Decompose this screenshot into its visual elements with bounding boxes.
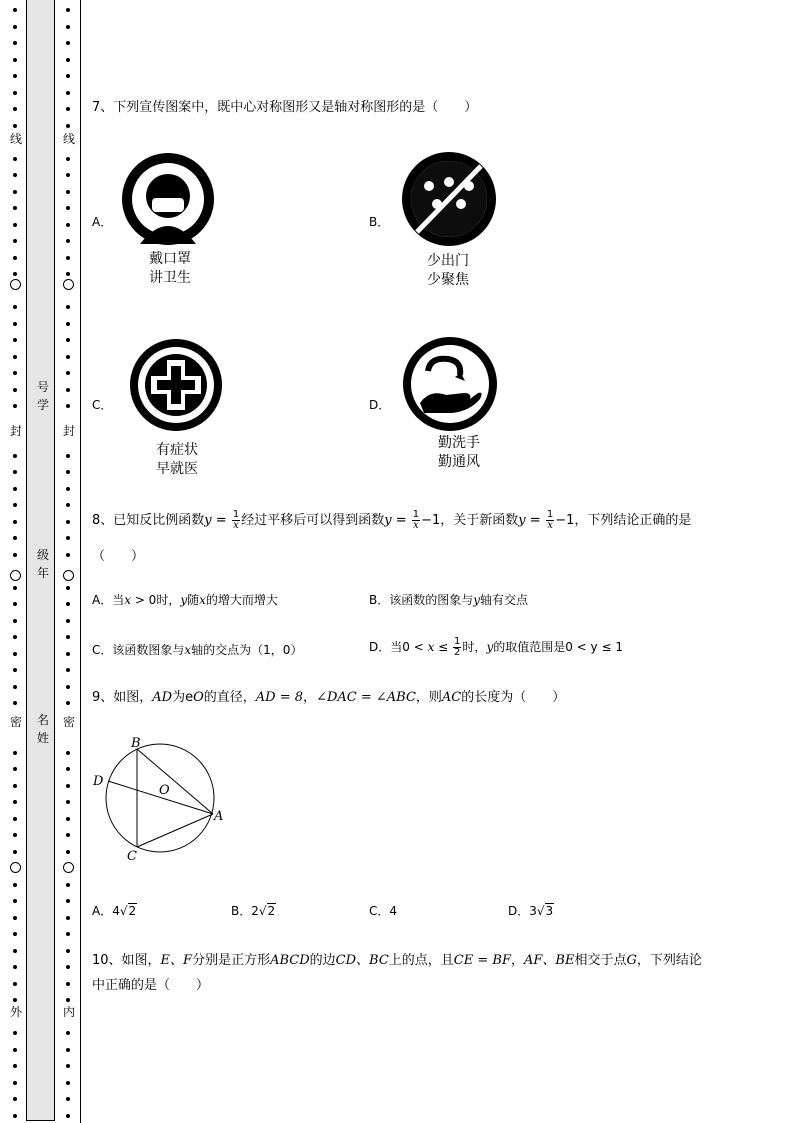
binding-dot (13, 949, 17, 953)
binding-circle-mark (10, 570, 21, 581)
binding-dot (13, 371, 17, 375)
q9-option-d: D．3√3 (508, 904, 554, 918)
q7-d-caption-1: 勤洗手 (438, 435, 480, 451)
binding-dot (13, 256, 17, 260)
binding-dot (66, 883, 70, 887)
binding-dot (66, 619, 70, 623)
binding-circle-mark (63, 862, 74, 873)
binding-dot (66, 685, 70, 689)
binding-dot (66, 58, 70, 62)
binding-dot (13, 206, 17, 210)
binding-dot (66, 949, 70, 953)
binding-dot (13, 883, 17, 887)
binding-dot (13, 784, 17, 788)
q8-option-b: B．该函数的图象与y轴有交点 (369, 593, 529, 607)
binding-circle-mark (10, 862, 21, 873)
binding-dot (13, 520, 17, 524)
q9-circle (106, 744, 214, 852)
binding-dot (13, 652, 17, 656)
binding-dot (13, 454, 17, 458)
q7-option-b-letter: B． (369, 215, 390, 229)
binding-dot (13, 586, 17, 590)
binding-dot (13, 1097, 17, 1101)
binding-dot (13, 272, 17, 276)
question-10-text: 10、如图，E、F分别是正方形ABCD的边CD、BC上的点，且CE = BF，AF、BE相交于点G，下列结论 (92, 953, 702, 968)
binding-dot (13, 487, 17, 491)
binding-dot (66, 91, 70, 95)
q7-option-c-letter: C． (92, 398, 113, 412)
q8-fraction-1-over-x: $\frac{1}{x}$ (232, 509, 240, 531)
binding-dot (13, 322, 17, 326)
binding-circle-mark (10, 279, 21, 290)
q7-b-caption-2: 少聚焦 (427, 272, 469, 288)
field-name: 名姓 (37, 713, 50, 745)
binding-dot (13, 8, 17, 12)
q7-a-caption-1: 戴口罩 (149, 251, 191, 267)
binding-dot (13, 355, 17, 359)
q8-part-3: ，关于新函数 (440, 513, 519, 528)
inner-label-mi: 密 (63, 715, 76, 729)
binding-dot (13, 58, 17, 62)
outer-label-wai: 外 (10, 1005, 23, 1019)
binding-dot (66, 338, 70, 342)
binding-dot (13, 124, 17, 128)
binding-dot (66, 470, 70, 474)
binding-dot (66, 388, 70, 392)
binding-dot (66, 767, 70, 771)
binding-dot (66, 1081, 70, 1085)
q7-b-caption-1: 少出门 (427, 253, 469, 269)
binding-dot (13, 107, 17, 111)
q8-fraction-2: $\frac{1}{x}$ (412, 509, 420, 531)
binding-dot (13, 602, 17, 606)
q8-part-1: 8、已知反比例函数 (92, 513, 205, 528)
binding-dot (66, 817, 70, 821)
binding-dot (66, 1064, 70, 1068)
binding-dot (66, 586, 70, 590)
binding-dot (66, 206, 70, 210)
binding-dot (66, 899, 70, 903)
binding-dot (13, 751, 17, 755)
binding-dot (66, 932, 70, 936)
q8-y-1: y (204, 513, 212, 528)
q9-segment-BA (137, 749, 213, 814)
binding-dot (13, 767, 17, 771)
binding-dot (13, 553, 17, 557)
q8-answer-blank: （ ） (92, 549, 145, 564)
binding-dot (13, 74, 17, 78)
binding-dot (66, 635, 70, 639)
binding-dot (66, 272, 70, 276)
binding-dot (13, 223, 17, 227)
binding-dot (66, 751, 70, 755)
mask-face-icon (118, 152, 218, 247)
binding-dot (66, 982, 70, 986)
q9-option-a: A．4√2 (92, 904, 137, 918)
hand-wash-icon (400, 337, 500, 432)
binding-circle-mark (63, 570, 74, 581)
binding-circle-mark (63, 279, 74, 290)
binding-dot (13, 668, 17, 672)
outer-label-feng: 封 (10, 424, 23, 438)
margin-border-line (80, 0, 81, 1123)
binding-dot (13, 190, 17, 194)
binding-dot (66, 998, 70, 1002)
question-7-text: 7、下列宣传图案中，既中心对称图形又是轴对称图形的是（ ） (92, 100, 478, 115)
binding-dot (13, 239, 17, 243)
binding-dot (66, 355, 70, 359)
binding-dot (66, 536, 70, 540)
binding-dot (13, 635, 17, 639)
binding-dot (66, 784, 70, 788)
inner-dotted-line (64, 0, 74, 1123)
binding-dot (66, 1097, 70, 1101)
binding-dot (13, 850, 17, 854)
binding-dot (66, 124, 70, 128)
binding-dot (66, 602, 70, 606)
binding-dot (66, 1114, 70, 1118)
binding-dot (13, 932, 17, 936)
field-student-number: 号学 (37, 380, 50, 412)
q9-circle-figure (90, 735, 230, 865)
q8-y-2: y (384, 513, 392, 528)
inner-label-nei: 内 (63, 1005, 76, 1019)
binding-dot (13, 91, 17, 95)
q7-a-caption-2: 讲卫生 (149, 270, 191, 286)
question-10-line-2: 中正确的是（ ） (92, 978, 210, 993)
binding-dot (66, 503, 70, 507)
binding-dot (13, 817, 17, 821)
binding-dot (13, 305, 17, 309)
binding-dot (66, 652, 70, 656)
binding-dot (66, 454, 70, 458)
binding-dot (13, 1048, 17, 1052)
binding-dot (13, 965, 17, 969)
binding-dot (13, 998, 17, 1002)
binding-dot (66, 553, 70, 557)
binding-dot (66, 371, 70, 375)
q9-segment-CA (137, 814, 213, 847)
binding-dot (66, 668, 70, 672)
no-crowd-icon (399, 152, 499, 247)
binding-dot (13, 388, 17, 392)
field-grade: 级年 (37, 548, 50, 580)
q9-label-A: A (214, 809, 224, 824)
binding-dot (66, 25, 70, 29)
q8-part-2: 经过平移后可以得到函数 (241, 513, 385, 528)
q9-label-O: O (159, 783, 170, 798)
q8-eq-1: = (211, 513, 231, 528)
q9-option-b: B．2√2 (231, 904, 276, 918)
binding-dot (66, 404, 70, 408)
inner-label-xian: 线 (63, 132, 76, 146)
binding-dot (13, 173, 17, 177)
binding-dot (13, 470, 17, 474)
binding-dot (13, 833, 17, 837)
inner-label-feng: 封 (63, 424, 76, 438)
binding-dot (66, 256, 70, 260)
binding-dot (13, 157, 17, 161)
binding-dot (13, 1114, 17, 1118)
binding-dot (13, 1064, 17, 1068)
q7-c-caption-1: 有症状 (156, 442, 198, 458)
q9-option-c: C．4 (369, 904, 398, 918)
binding-dot (13, 41, 17, 45)
binding-dot (66, 1031, 70, 1035)
q9-label-C: C (127, 849, 137, 864)
q9-label-B: B (131, 736, 141, 751)
binding-dot (66, 833, 70, 837)
q8-option-c: C．该函数图象与x轴的交点为（1，0） (92, 643, 303, 657)
binding-dot (66, 190, 70, 194)
question-8-text: 8、已知反比例函数y = $\frac{1}{x}$ 经过平移后可以得到函数y = $\frac{1}{x}$ −1，关于新函数y = $\frac{1}{x}$ −1，下列结论正确的是 (92, 509, 692, 531)
binding-dot (13, 25, 17, 29)
q8-half-fraction: $\frac{1}{2}$ (454, 636, 461, 658)
binding-dot (66, 74, 70, 78)
binding-dot (66, 239, 70, 243)
binding-dot (66, 520, 70, 524)
q8-option-a: A．当x > 0时，y随x的增大而增大 (92, 593, 278, 607)
binding-dot (66, 305, 70, 309)
binding-dot (66, 107, 70, 111)
q7-option-a-letter: A． (92, 215, 113, 229)
q7-d-caption-2: 勤通风 (438, 454, 480, 470)
outer-label-mi: 密 (10, 715, 23, 729)
q7-option-d-letter: D． (369, 398, 391, 412)
binding-dot (66, 701, 70, 705)
question-9-text: 9、如图，AD为eO的直径，AD = 8，∠DAC = ∠ABC，则AC的长度为（ ） (92, 690, 566, 705)
binding-dot (13, 338, 17, 342)
binding-dot (66, 322, 70, 326)
binding-dot (66, 1048, 70, 1052)
binding-dot (13, 701, 17, 705)
binding-dot (66, 223, 70, 227)
binding-dot (13, 1081, 17, 1085)
binding-dot (13, 536, 17, 540)
binding-dot (66, 8, 70, 12)
q8-option-d: D．当0 < x ≤ $\frac{1}{2}$ 时，y的取值范围是0 < y ≤ 1 (369, 636, 623, 658)
binding-dot (13, 916, 17, 920)
q7-c-caption-2: 早就医 (156, 461, 198, 477)
binding-dot (13, 685, 17, 689)
outer-label-xian: 线 (10, 132, 23, 146)
binding-dot (13, 800, 17, 804)
binding-dot (66, 487, 70, 491)
binding-dot (66, 41, 70, 45)
outer-dotted-line (11, 0, 21, 1123)
binding-dot (66, 850, 70, 854)
q8-fraction-3: $\frac{1}{x}$ (546, 509, 554, 531)
binding-dot (66, 173, 70, 177)
binding-dot (13, 899, 17, 903)
binding-dot (66, 157, 70, 161)
binding-dot (66, 965, 70, 969)
q9-label-D: D (93, 774, 104, 789)
binding-dot (13, 982, 17, 986)
binding-dot (13, 404, 17, 408)
binding-dot (66, 800, 70, 804)
binding-dot (13, 1031, 17, 1035)
binding-dot (13, 619, 17, 623)
medical-cross-icon (126, 338, 226, 433)
q8-part-4: ，下列结论正确的是 (574, 513, 692, 528)
binding-dot (66, 916, 70, 920)
binding-margin (0, 0, 82, 1123)
binding-dot (13, 503, 17, 507)
